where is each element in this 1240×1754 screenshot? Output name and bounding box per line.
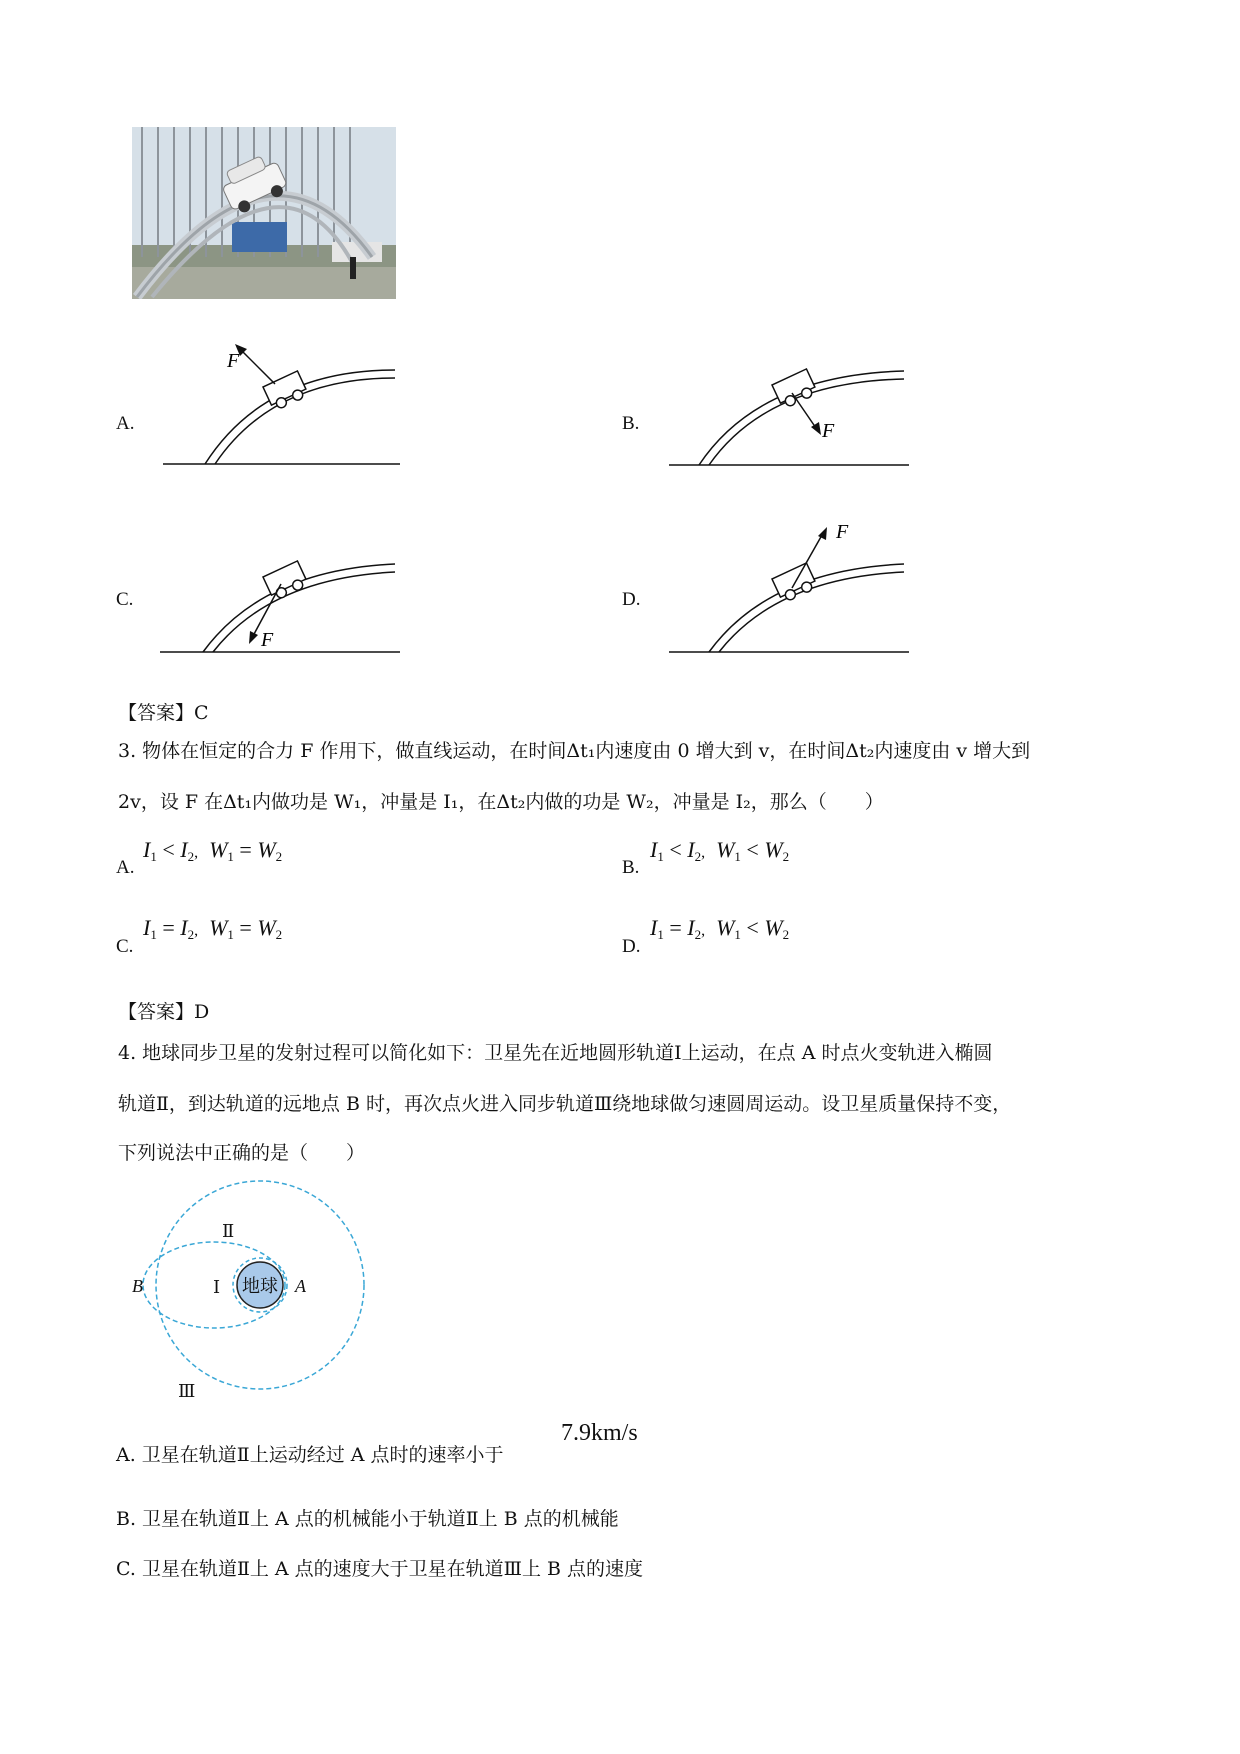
- q3-option-d-i-relation: =: [669, 915, 682, 940]
- q3-option-c-w-relation: =: [239, 915, 252, 940]
- force-label-b: F: [822, 420, 835, 442]
- point-b-label: B: [132, 1276, 143, 1296]
- q3-option-a-i-relation: <: [162, 837, 175, 862]
- q3-option-b-w-relation: <: [746, 837, 759, 862]
- orbit-1-label: Ⅰ: [213, 1277, 221, 1298]
- q2-option-b-letter[interactable]: B.: [622, 413, 640, 434]
- q3-option-c-formula: $I_1 = I_2$, $W_1 = W_2$: [143, 915, 283, 942]
- q4-option-c[interactable]: C. 卫星在轨道Ⅱ上 A 点的速度大于卫星在轨道Ⅲ上 B 点的速度: [116, 1558, 644, 1580]
- q4-text-line1: 4. 地球同步卫星的发射过程可以简化如下：卫星先在近地圆形轨道Ⅰ上运动，在点 A 时点火变轨进入椭圆: [118, 1042, 993, 1064]
- q4-text-line2: 轨道Ⅱ，到达轨道的远地点 B 时，再次点火进入同步轨道Ⅲ绕地球做匀速圆周运动。设卫星质量保持不变，: [118, 1093, 1012, 1115]
- q3-option-b-formula: $I_1 < I_2$, $W_1 < W_2$: [650, 837, 790, 864]
- q3-option-c-i-relation: =: [162, 915, 175, 940]
- q3-option-a-letter[interactable]: A.: [116, 857, 135, 878]
- q3-option-a-w-relation: =: [239, 837, 252, 862]
- q3-answer: 【答案】D: [118, 1001, 210, 1023]
- q3-text-line2: 2v，设 F 在Δt₁内做功是 W₁，冲量是 I₁，在Δt₂内做的功是 W₂，冲量是 I₂，那么（ ）: [118, 791, 884, 813]
- earth-label: 地球: [242, 1276, 278, 1297]
- q3-option-d-w-relation: <: [746, 915, 759, 940]
- car-arch-photo: [132, 127, 396, 299]
- orbit-3-label: Ⅲ: [178, 1381, 196, 1402]
- q2-diagram-c: [155, 550, 415, 660]
- q2-option-a-letter[interactable]: A.: [116, 413, 135, 434]
- force-label-d: F: [836, 521, 849, 543]
- q3-text-line1: 3. 物体在恒定的合力 F 作用下，做直线运动，在时间Δt₁内速度由 0 增大到 v，在时间Δt₂内速度由 v 增大到: [118, 740, 1031, 762]
- orbit-diagram: [125, 1175, 385, 1405]
- q2-option-d-letter[interactable]: D.: [622, 589, 641, 610]
- q3-option-a-formula: $I_1 < I_2$, $W_1 = W_2$: [143, 837, 283, 864]
- q2-answer: 【答案】C: [118, 702, 209, 724]
- force-label-c: F: [261, 629, 274, 651]
- q2-diagram-d: [664, 510, 924, 660]
- q4-option-a-speed: 7.9km/s: [561, 1420, 638, 1446]
- q4-option-b[interactable]: B. 卫星在轨道Ⅱ上 A 点的机械能小于轨道Ⅱ上 B 点的机械能: [116, 1508, 619, 1530]
- point-a-label: A: [295, 1276, 306, 1296]
- q4-text-line3: 下列说法中正确的是（ ）: [118, 1142, 366, 1164]
- q3-option-b-i-relation: <: [669, 837, 682, 862]
- q2-option-c-letter[interactable]: C.: [116, 589, 134, 610]
- q3-option-c-letter[interactable]: C.: [116, 936, 134, 957]
- q2-diagram-b: [664, 355, 924, 475]
- q4-option-a[interactable]: A. 卫星在轨道Ⅱ上运动经过 A 点时的速率小于: [116, 1444, 504, 1466]
- orbit-2-label: Ⅱ: [222, 1221, 235, 1242]
- q3-option-d-letter[interactable]: D.: [622, 936, 641, 957]
- q3-option-b-letter[interactable]: B.: [622, 857, 640, 878]
- q2-diagram-a: [155, 320, 415, 470]
- q3-option-d-formula: $I_1 = I_2$, $W_1 < W_2$: [650, 915, 790, 942]
- force-label-a: F: [227, 350, 240, 372]
